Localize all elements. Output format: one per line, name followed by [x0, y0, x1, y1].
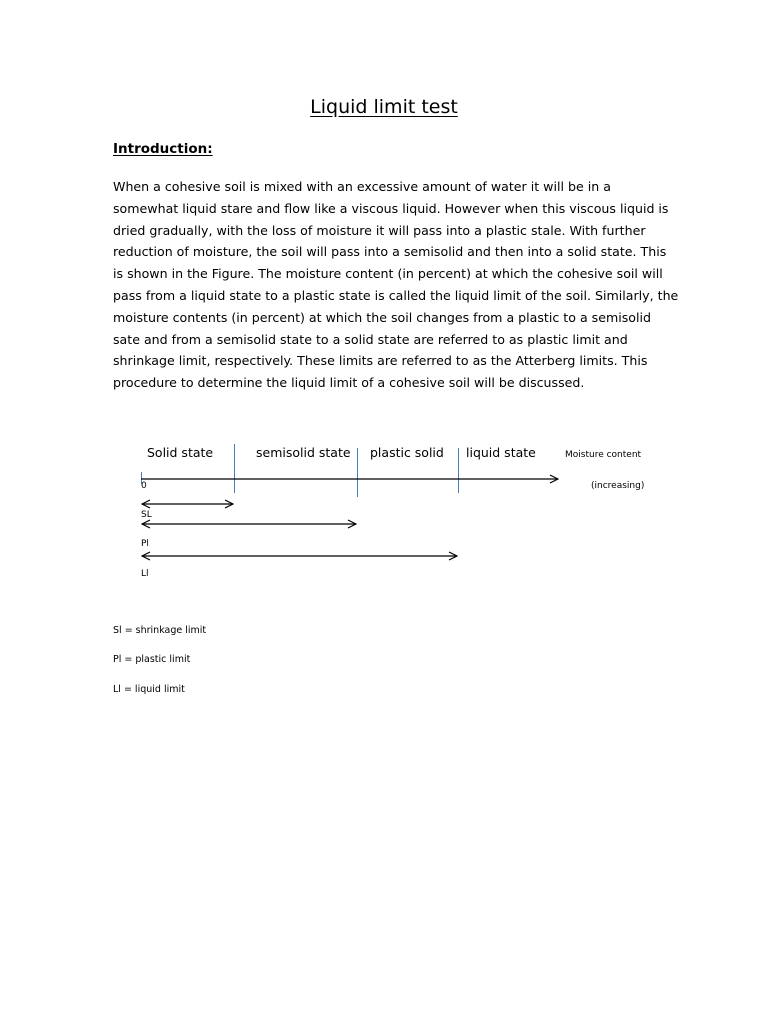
paragraph-line: dried gradually, with the loss of moisture it will pass into a plastic stale. With further	[113, 222, 646, 238]
section-heading: Introduction:	[113, 141, 213, 157]
axis-label-increasing: (increasing)	[591, 481, 645, 491]
intro-paragraph	[113, 176, 679, 394]
legend-shrinkage-limit: Sl = shrinkage limit	[113, 625, 207, 636]
state-label-solid: Solid state	[147, 445, 214, 460]
paragraph-line: somewhat liquid stare and flow like a viscous liquid. However when this viscous liquid is	[113, 200, 669, 216]
state-label-liquid: liquid state	[466, 445, 536, 460]
paragraph-line: is shown in the Figure. The moisture content (in percent) at which the cohesive soil will	[113, 266, 663, 282]
paragraph-line: reduction of moisture, the soil will pass into a semisolid and then into a solid state. This	[113, 244, 667, 260]
ll-label: Ll	[141, 569, 149, 579]
legend-plastic-limit: Pl = plastic limit	[113, 654, 191, 665]
paragraph-line: pass from a liquid state to a plastic state is called the liquid limit of the soil. Similarly, the	[113, 287, 679, 303]
pl-label: Pl	[141, 539, 149, 549]
sl-label: SL	[141, 510, 152, 520]
state-label-plastic: plastic solid	[370, 445, 444, 460]
document-title: Liquid limit test	[310, 96, 458, 118]
origin-label: 0	[141, 481, 147, 491]
paragraph-line: procedure to determine the liquid limit of a cohesive soil will be discussed.	[113, 375, 585, 391]
state-label-semisolid: semisolid state	[256, 445, 351, 460]
paragraph-line: When a cohesive soil is mixed with an excessive amount of water it will be in a	[113, 179, 611, 194]
legend-liquid-limit: Ll = liquid limit	[113, 684, 185, 695]
paragraph-line: sate and from a semisolid state to a solid state are referred to as plastic limit and	[113, 331, 628, 347]
axis-label-moisture: Moisture content	[565, 450, 642, 460]
paragraph-line: moisture contents (in percent) at which the soil changes from a plastic to a semisolid	[113, 309, 652, 325]
paragraph-line: shrinkage limit, respectively. These limits are referred to as the Atterberg limits. This	[113, 353, 648, 369]
